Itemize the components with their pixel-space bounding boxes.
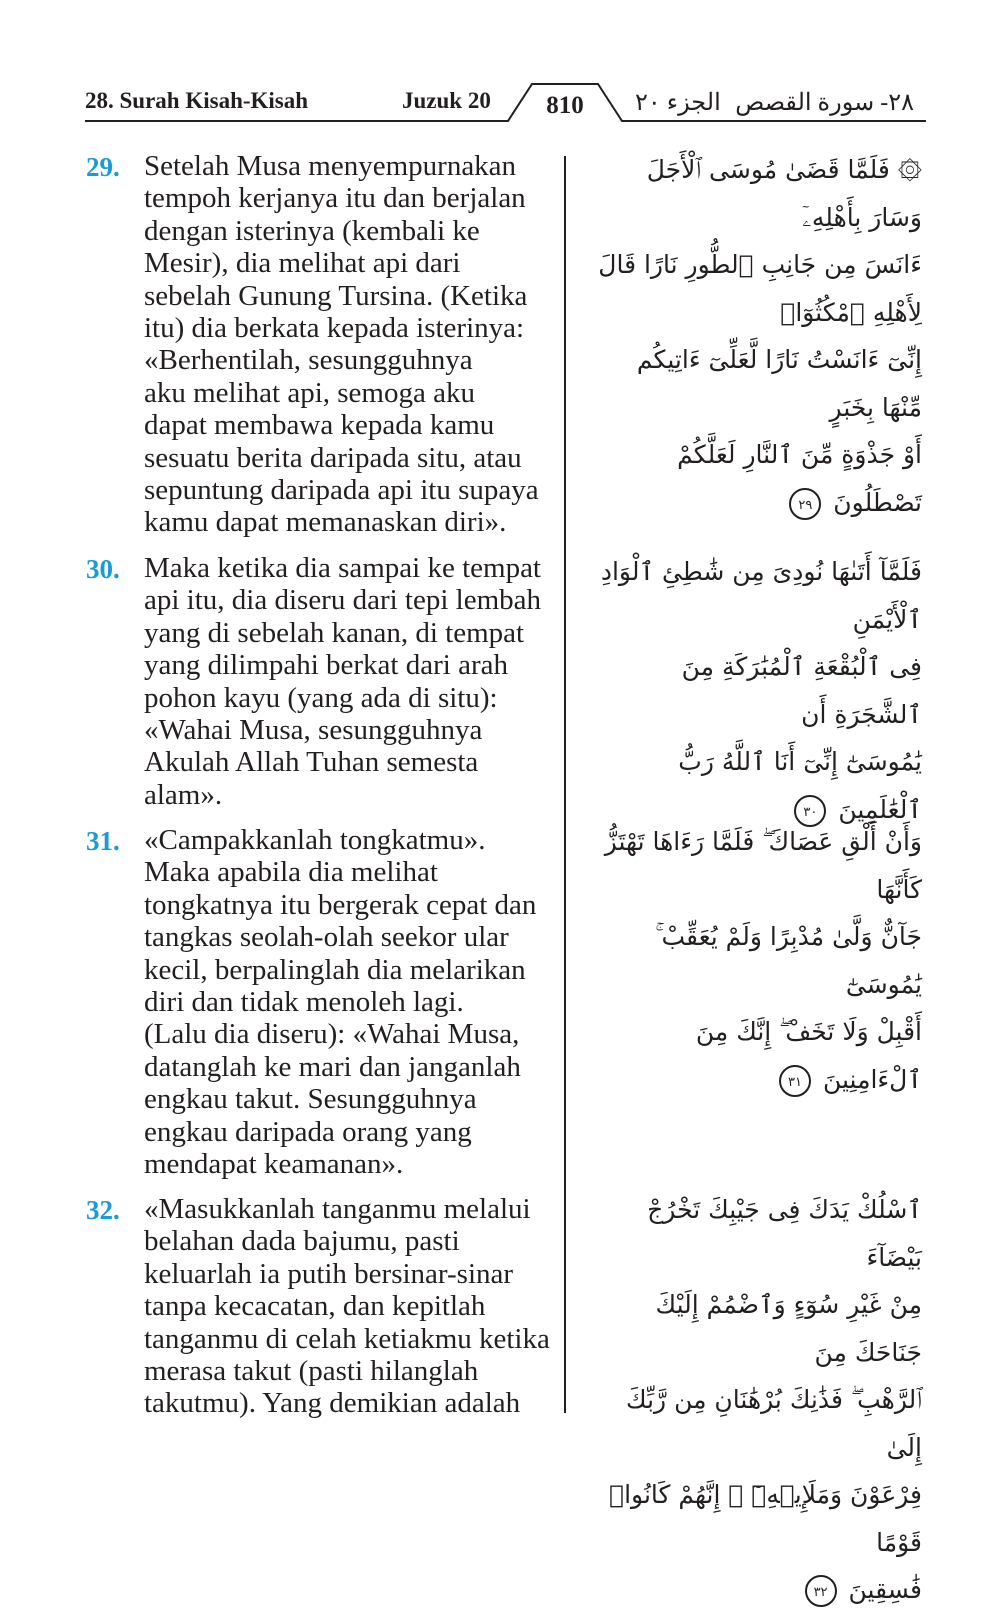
verse-arabic	[596, 146, 922, 526]
ayah-end-marker-icon: ٣١	[779, 1065, 811, 1097]
ayah-end-marker-icon: ٢٩	[789, 488, 821, 520]
verse-number: 32.	[86, 1195, 120, 1225]
juz-label-latin: Juzuk 20	[402, 88, 491, 113]
verse-translation: Maka ketika dia sampai ke tempat api itu, dia diseru dari tepi lembah yang di sebelah kanan, di tempat yang dilimpahi berkat dari arah pohon kayu (yang ada di situ): «Wahai Musa, sesungguhnya Akulah Allah Tuhan semesta alam».	[144, 552, 542, 811]
surah-title-latin: 28. Surah Kisah-Kisah	[85, 88, 309, 113]
arabic-text: وَأَنْ أَلْقِ عَصَاكَ ۖ فَلَمَّا رَءَاهَا تَهْتَزُّ كَأَنَّهَا جَآنٌّ وَلَّىٰ مُدْبِرًا وَلَمْ يُعَقِّبْ ۚ يَٰمُوسَىٰٓ أَقْبِلْ وَلَا تَخَفْ ۖ إِنَّكَ مِنَ ٱلْءَامِنِينَ	[604, 827, 922, 1094]
column-divider	[564, 156, 566, 1413]
verse-arabic	[596, 548, 922, 833]
arabic-text: ۞ فَلَمَّا قَضَىٰ مُوسَى ٱلْأَجَلَ وَسَارَ بِأَهْلِهِۦٓ ءَانَسَ مِن جَانِبِ ٱلطُّورِ نَارًا قَالَ لِأَهْلِهِ ٱمْكُثُوٓا۟ إِنِّىٓ ءَانَسْتُ نَارًا لَّعَلِّىٓ ءَاتِيكُم مِّنْهَا بِخَبَرٍ أَوْ جَذْوَةٍ مِّنَ ٱلنَّارِ لَعَلَّكُمْ تَصْطَلُونَ	[598, 155, 922, 517]
ayah-end-marker-icon: ٣٢	[805, 1575, 837, 1607]
verse-translation: «Campakkanlah tongkatmu». Maka apabila dia melihat tongkatnya itu bergerak cepat dan tangkas seolah-olah seekor ular kecil, berpalinglah dia melarikan diri dan tidak menoleh lagi. (Lalu dia diseru): «Wahai Musa, datanglah ke mari dan janganlah engkau takut. Sesungguhnya engkau daripada orang yang mendapat keamanan».	[144, 824, 537, 1181]
verse-number: 30.	[86, 554, 120, 584]
juz-label-arabic: الجزء ٢٠	[635, 90, 721, 116]
verse-number: 31.	[86, 826, 120, 856]
verse-arabic	[596, 818, 922, 1103]
surah-title-arabic: ٢٨- سورة القصص	[735, 90, 914, 116]
page-header	[0, 0, 1000, 130]
verse-translation: Setelah Musa menyempurnakan tempoh kerjanya itu dan berjalan dengan isterinya (kembali ke Mesir), dia melihat api dari sebelah Gunung Tursina. (Ketika itu) dia berkata kepada isterinya: «Berhentilah, sesungguhnya aku melihat api, semoga aku dapat membawa kepada kamu sesuatu berita daripada situ, atau sepuntung daripada api itu supaya kamu dapat memanaskan diri».	[144, 150, 539, 539]
arabic-text: فَلَمَّآ أَتَىٰهَا نُودِىَ مِن شَٰطِئِ ٱلْوَادِ ٱلْأَيْمَنِ فِى ٱلْبُقْعَةِ ٱلْمُبَٰرَكَةِ مِنَ ٱلشَّجَرَةِ أَن يَٰمُوسَىٰٓ إِنِّىٓ أَنَا ٱللَّهُ رَبُّ ٱلْعَٰلَمِينَ	[600, 557, 922, 824]
verse-number: 29.	[86, 152, 120, 182]
page-number: 810	[546, 92, 584, 119]
verse-arabic	[596, 1186, 922, 1614]
arabic-text: ٱسْلُكْ يَدَكَ فِى جَيْبِكَ تَخْرُجْ بَيْضَآءَ مِنْ غَيْرِ سُوٓءٍ وَٱضْمُمْ إِلَيْكَ جَنَاحَكَ مِنَ ٱلرَّهْبِ ۖ فَذَٰنِكَ بُرْهَٰنَانِ مِن رَّبِّكَ إِلَىٰ فِرْعَوْنَ وَمَلَإِي۟هِۦٓ ۚ إِنَّهُمْ كَانُوا۟ قَوْمًا فَٰسِقِينَ	[609, 1195, 922, 1604]
verse-translation: «Masukkanlah tanganmu melalui belahan dada bajumu, pasti keluarlah ia putih bersinar-sinar tanpa kecacatan, dan kepitlah tanganmu di celah ketiakmu ketika merasa takut (pasti hilanglah takutmu). Yang demikian adalah	[144, 1193, 550, 1420]
ayah-end-marker-icon: ٣٠	[794, 795, 826, 827]
